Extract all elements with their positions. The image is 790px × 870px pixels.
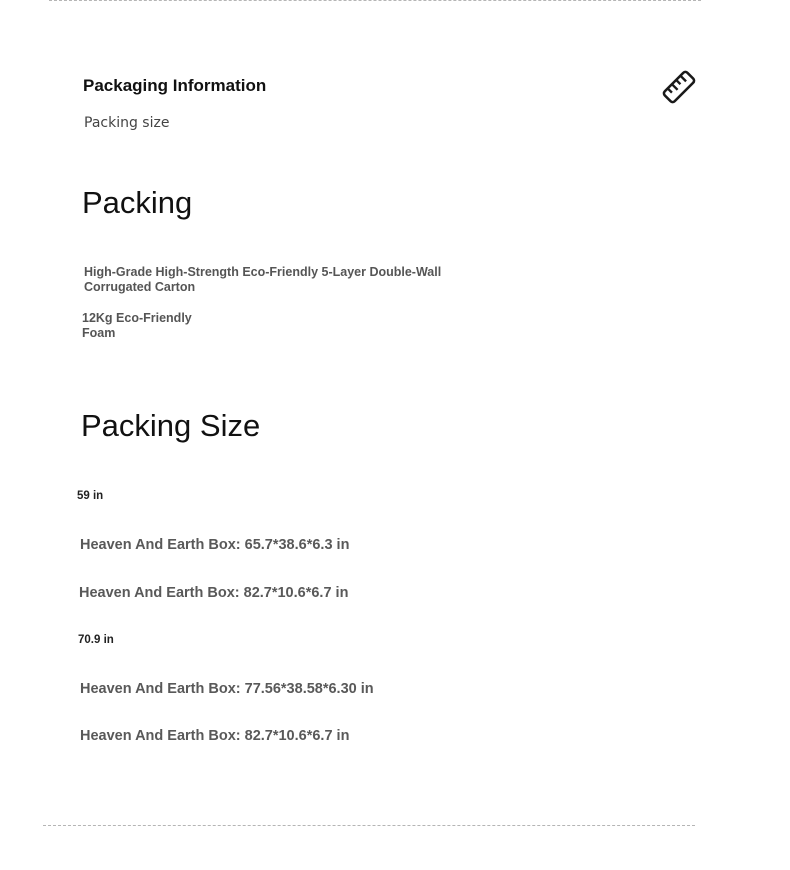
bottom-divider: [43, 825, 695, 826]
ruler-icon: [660, 68, 698, 106]
box-dimension: Heaven And Earth Box: 82.7*10.6*6.7 in: [80, 728, 350, 744]
packing-heading: Packing: [82, 185, 193, 220]
box-dimension: Heaven And Earth Box: 82.7*10.6*6.7 in: [79, 585, 349, 601]
packing-size-heading: Packing Size: [81, 408, 261, 443]
box-dimension: Heaven And Earth Box: 65.7*38.6*6.3 in: [80, 537, 350, 553]
box-dimension: Heaven And Earth Box: 77.56*38.58*6.30 in: [80, 681, 374, 697]
size-label: 59 in: [77, 490, 104, 502]
size-label: 70.9 in: [78, 634, 114, 646]
section-title: Packaging Information: [83, 76, 267, 95]
packing-item-carton: High-Grade High-Strength Eco-Friendly 5-Layer Double-Wall Corrugated Carton: [84, 265, 442, 294]
packing-item-foam: 12Kg Eco-Friendly Foam: [82, 311, 192, 340]
top-divider: [49, 0, 701, 1]
section-subtitle: Packing size: [84, 115, 170, 131]
